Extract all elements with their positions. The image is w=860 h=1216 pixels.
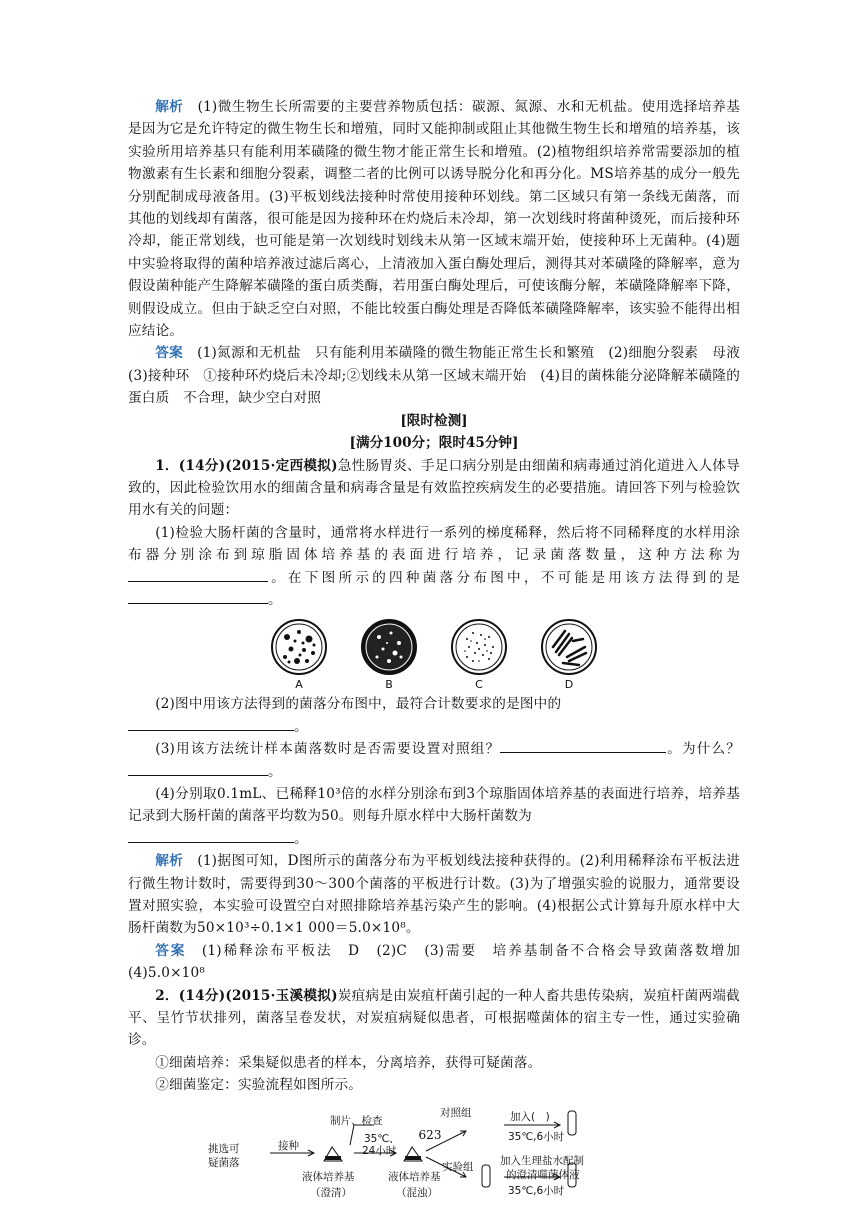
section-subtitle: [满分100分；限时45分钟] bbox=[349, 435, 519, 452]
petri-dish-d-image bbox=[539, 617, 599, 677]
question-1-part-2 bbox=[128, 693, 740, 738]
flow-condition-control: 35℃,6小时 bbox=[508, 1130, 565, 1143]
petri-dish-b-image bbox=[359, 617, 419, 677]
answer-blank[interactable] bbox=[500, 738, 666, 753]
answer-paragraph-2 bbox=[128, 940, 754, 985]
question-1-part-3 bbox=[128, 738, 740, 783]
q1-part4-text: (4)分别取0.1mL、已稀释10³倍的水样分别涂布到3个琼脂固体培养基的表面进行培养，培养基记录到大肠杆菌的菌落平均数为50。则每升原水样中大肠杆菌数为 bbox=[128, 785, 740, 825]
colony-distribution-figure bbox=[128, 617, 740, 691]
analysis-paragraph-2 bbox=[128, 850, 740, 940]
q1-part3-text-a: (3)用该方法统计样本菌落数时是否需要设置对照组？ bbox=[155, 741, 501, 758]
answer-blank[interactable] bbox=[128, 567, 268, 582]
analysis-text: (1)据图可知，D图所示的菌落分布为平板划线法接种获得的。(2)利用稀释涂布平板法进行微生物计数时，需要得到30～300个菌落的平板进行计数。(3)为了增强实验的说服力，通常要设置对照实验，本实验可设置空白对照排除培养基污染产生的影响。(4)根据公式计算每升原水样中大肠杆菌数为50×10³÷0.1×1 000＝5.0×10⁸。 bbox=[128, 853, 741, 937]
flow-slide-label: 制片、检查 bbox=[330, 1114, 383, 1127]
answer-label: 答案 bbox=[155, 345, 184, 362]
flow-medium-1b: （澄清） bbox=[310, 1186, 352, 1199]
petri-dish-d bbox=[539, 617, 599, 691]
question-2-step-1: ①细菌培养：采集疑似患者的样本，分离培养，获得可疑菌落。 bbox=[155, 1054, 542, 1071]
dish-label-a: A bbox=[295, 678, 303, 692]
q1-part3-end: 。 bbox=[268, 763, 282, 780]
answer-text: (1)氮源和无机盐 只有能利用苯磺隆的微生物能正常生长和繁殖 (2)细胞分裂素 母液 (3)接种环 ①接种环灼烧后未冷却;②划线未从第一区域末端开始 (4)目的菌株能分泌降解苯磺隆的蛋白质 不合理，缺少空白对照 bbox=[128, 345, 754, 407]
answer-paragraph-1 bbox=[128, 342, 754, 409]
question-1-part-1 bbox=[128, 522, 740, 612]
dish-label-b: B bbox=[385, 678, 393, 692]
question-1-intro bbox=[128, 455, 740, 522]
answer-label: 答案 bbox=[155, 942, 187, 959]
experiment-flowchart bbox=[204, 1103, 664, 1213]
page-number: 623 bbox=[418, 1128, 442, 1142]
flow-experiment-group: 实验组 bbox=[442, 1160, 474, 1173]
question-2-intro bbox=[128, 985, 740, 1052]
answer-blank[interactable] bbox=[128, 761, 268, 776]
answer-blank[interactable] bbox=[128, 589, 268, 604]
q1-part1-text-a: (1)检验大肠杆菌的含量时，通常将水样进行一系列的梯度稀释，然后将不同稀释度的水样用涂布器分别涂布到琼脂固体培养基的表面进行培养，记录菌落数量，这种方法称为 bbox=[128, 524, 740, 564]
flow-add-control: 加入( ) bbox=[510, 1110, 550, 1123]
flow-condition-experiment: 35℃,6小时 bbox=[508, 1184, 565, 1197]
flow-medium-1: 液体培养基 bbox=[302, 1170, 355, 1183]
flow-control-group: 对照组 bbox=[440, 1106, 472, 1119]
flow-start-label-2: 疑菌落 bbox=[208, 1156, 240, 1169]
section-title: [限时检测] bbox=[400, 412, 468, 429]
analysis-text: (1)微生物生长所需要的主要营养物质包括：碳源、氮源、水和无机盐。使用选择培养基是因为它是允许特定的微生物生长和增殖，同时又能抑制或阻止其他微生物生长和增殖的培养基，该实验所用培养基只有能利用苯磺隆的微生物才能正常生长和增殖。(2)植物组织培养常需要添加的植物激素有生长素和细胞分裂素，调整二者的比例可以诱导脱分化和再分化。MS培养基的成分一般先分别配制成母液备用。(3)平板划线法接种时常使用接种环划线。第二区域只有第一条线无菌落，而其他的划线却有菌落，很可能是因为接种环在灼烧后未冷却，第一次划线时将菌种烫死，而后接种环冷却，能正常划线，也可能是第一次划线时划线未从第一区域末端开始，使接种环上无菌种。(4)题中实验将取得的菌种培养液过滤后离心，上清液加入蛋白酶处理后，测得其对苯磺隆的降解率，意为假设菌种能产生降解苯磺隆的蛋白质类酶，若用蛋白酶处理后，可使该酶分解，苯磺隆降解率下降，则假设成立。但由于缺乏空白对照，不能比较蛋白酶处理是否降低苯磺隆降解率，该实验不能得出相应结论。 bbox=[128, 99, 740, 340]
question-1-head: 1．(14分)(2015·定西模拟) bbox=[155, 457, 338, 474]
q1-part2-text: (2)图中用该方法得到的菌落分布图中，最符合计数要求的是图中的 bbox=[155, 696, 562, 713]
question-2-step-2: ②细菌鉴定：实验流程如图所示。 bbox=[155, 1077, 363, 1094]
analysis-label: 解析 bbox=[155, 853, 184, 870]
dish-label-d: D bbox=[564, 678, 574, 692]
analysis-paragraph-1 bbox=[128, 96, 740, 342]
page-content bbox=[128, 96, 754, 1213]
dish-label-c: C bbox=[475, 678, 483, 692]
q1-part1-text-c: 。 bbox=[268, 591, 282, 608]
analysis-label: 解析 bbox=[155, 99, 184, 115]
answer-blank[interactable] bbox=[128, 716, 294, 731]
flow-add-experiment-2: 的澄清噬菌体液 bbox=[506, 1168, 580, 1181]
flow-condition-1: 35℃、 bbox=[364, 1132, 400, 1145]
petri-dish-a bbox=[269, 617, 329, 691]
q1-part4-end: 。 bbox=[294, 830, 308, 847]
flow-medium-2b: （混浊） bbox=[396, 1186, 438, 1199]
petri-dish-c bbox=[449, 617, 509, 691]
q1-part3-text-b: 。为什么？ bbox=[666, 741, 741, 758]
question-1-intro-text: 急性肠胃炎、手足口病分别是由细菌和病毒通过消化道进入人体导致的，因此检验饮用水的细菌含量和病毒含量是有效监控疾病发生的必要措施。请回答下列与检验饮用水有关的问题： bbox=[128, 457, 740, 519]
petri-dish-c-image bbox=[449, 617, 509, 677]
flow-inoculate-label: 接种 bbox=[278, 1139, 299, 1152]
question-2-head: 2．(14分)(2015·玉溪模拟) bbox=[155, 987, 338, 1004]
petri-dish-a-image bbox=[269, 617, 329, 677]
flow-add-experiment: 加入生理盐水配制 bbox=[500, 1154, 584, 1167]
flow-condition-1b: 24小时 bbox=[362, 1144, 397, 1157]
q1-part2-end: 。 bbox=[294, 718, 308, 735]
question-2-intro-text: 炭疽病是由炭疽杆菌引起的一种人畜共患传染病，炭疽杆菌两端截平、呈竹节状排列，菌落呈卷发状，对炭疽病疑似患者，可根据噬菌体的宿主专一性，通过实验确诊。 bbox=[128, 987, 740, 1049]
flow-start-label: 挑选可 bbox=[208, 1142, 240, 1155]
question-1-part-4 bbox=[128, 783, 740, 850]
answer-text: (1)稀释涂布平板法 D (2)C (3)需要 培养基制备不合格会导致菌落数增加 (4)5.0×10⁸ bbox=[128, 942, 754, 982]
flow-medium-2: 液体培养基 bbox=[388, 1170, 441, 1183]
petri-dish-b bbox=[359, 617, 419, 691]
answer-blank[interactable] bbox=[128, 828, 294, 843]
q1-part1-text-b: 。在下图所示的四种菌落分布图中，不可能是用该方法得到的是 bbox=[268, 569, 740, 586]
